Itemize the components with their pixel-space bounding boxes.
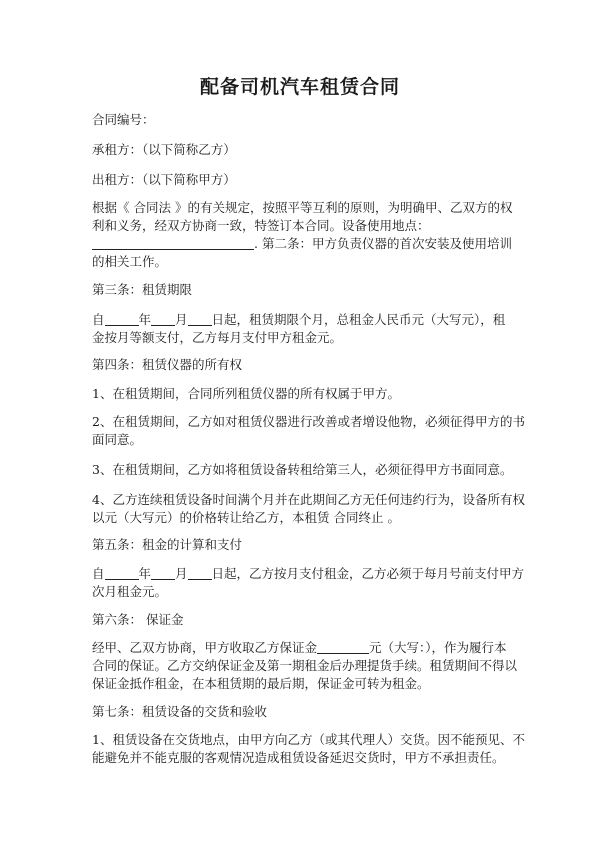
document-title: 配备司机汽车租赁合同 bbox=[199, 76, 400, 98]
article-4-heading: 第四条：租赁仪器的所有权 bbox=[92, 357, 243, 372]
article-3-line-1-text: 日起，租赁期限个月，总租金人民币元（大写元），租 bbox=[211, 312, 506, 327]
article-3-from: 自 bbox=[92, 312, 105, 327]
article-5-from: 自 bbox=[92, 566, 105, 581]
article-4-clause-2-line-2: 面同意。 bbox=[92, 432, 143, 447]
lessee-line: 承租方：（以下简称乙方） bbox=[92, 142, 236, 157]
article-5-line-1 bbox=[92, 564, 525, 584]
article-6-line-2: 合同的保证。乙方交纳保证金及第一期租金后办理提货手续。租赁期间不得以 bbox=[92, 658, 518, 673]
article-6-line-1-text-2: 元（大写：），作为履行本 bbox=[369, 640, 507, 655]
contract-number-line: 合同编号： bbox=[92, 112, 155, 127]
article-3-month: 月 bbox=[175, 312, 188, 327]
article-5-year: 年 bbox=[138, 566, 152, 581]
article-3-year: 年 bbox=[138, 312, 152, 327]
article-3-line-1 bbox=[92, 310, 512, 330]
intro-line-4: 的相关工作。 bbox=[92, 254, 168, 269]
article-3-line-2: 金按月等额支付，乙方每月支付甲方租金元。 bbox=[92, 330, 343, 345]
article-7-heading: 第七条：租赁设备的交货和验收 bbox=[92, 704, 268, 719]
month-blank bbox=[151, 565, 175, 580]
intro-line-3-text: . 第二条：甲方负责仪器的首次安装及使用培训 bbox=[254, 236, 512, 251]
usage-location-blank bbox=[92, 235, 254, 250]
intro-line-1: 根据《 合同法 》的有关规定，按照平等互利的原则，为明确甲、乙双方的权 bbox=[92, 200, 513, 215]
month-blank bbox=[151, 311, 175, 326]
article-5-heading: 第五条：租金的计算和支付 bbox=[92, 537, 243, 552]
year-blank bbox=[105, 311, 139, 326]
article-5-line-1-text: 日起，乙方按月支付租金，乙方必须于每月号前支付甲方 bbox=[211, 566, 525, 581]
article-4-clause-3: 3、在租赁期间，乙方如将租赁设备转租给第三人，必须征得甲方书面同意。 bbox=[92, 462, 513, 477]
article-4-clause-2-line-1: 2、在租赁期间，乙方如对租赁仪器进行改善或者增设他物，必须征得甲方的书 bbox=[92, 414, 525, 429]
article-4-clause-1: 1、在租赁期间，合同所列租赁仪器的所有权属于甲方。 bbox=[92, 386, 400, 401]
lessor-line: 出租方：（以下简称甲方） bbox=[92, 172, 236, 187]
article-7-line-1: 1、租赁设备在交货地点，由甲方向乙方（或其代理人）交货。因不能预见、不 bbox=[92, 732, 525, 747]
article-7-line-2: 能避免并不能克服的客观情况造成租赁设备延迟交货时，甲方不承担责任。 bbox=[92, 750, 505, 765]
article-6-line-1-text: 经甲、乙双方协商，甲方收取乙方保证金 bbox=[92, 640, 318, 655]
article-6-line-1 bbox=[92, 638, 512, 658]
article-6-line-3: 保证金抵作租金，在本租赁期的最后期，保证金可转为租金。 bbox=[92, 676, 430, 691]
article-6-heading: 第六条： 保证金 bbox=[92, 612, 184, 627]
deposit-amount-blank bbox=[317, 639, 369, 654]
article-4-clause-4-line-1: 4、乙方连续租赁设备时间满个月并在此期间乙方无任何违约行为，设备所有权 bbox=[92, 492, 525, 507]
article-5-month: 月 bbox=[175, 566, 188, 581]
day-blank bbox=[188, 311, 212, 326]
article-3-heading: 第三条：租赁期限 bbox=[92, 282, 193, 297]
intro-line-2: 利和义务，经双方协商一致，特签订本合同。设备使用地点： bbox=[92, 218, 430, 233]
year-blank bbox=[105, 565, 139, 580]
article-4-clause-4-line-2: 以元（大写元）的价格转让给乙方，本租赁 合同终止 。 bbox=[92, 510, 400, 525]
intro-line-3 bbox=[92, 234, 512, 254]
day-blank bbox=[188, 565, 212, 580]
article-5-line-2: 次月租金元。 bbox=[92, 584, 168, 599]
